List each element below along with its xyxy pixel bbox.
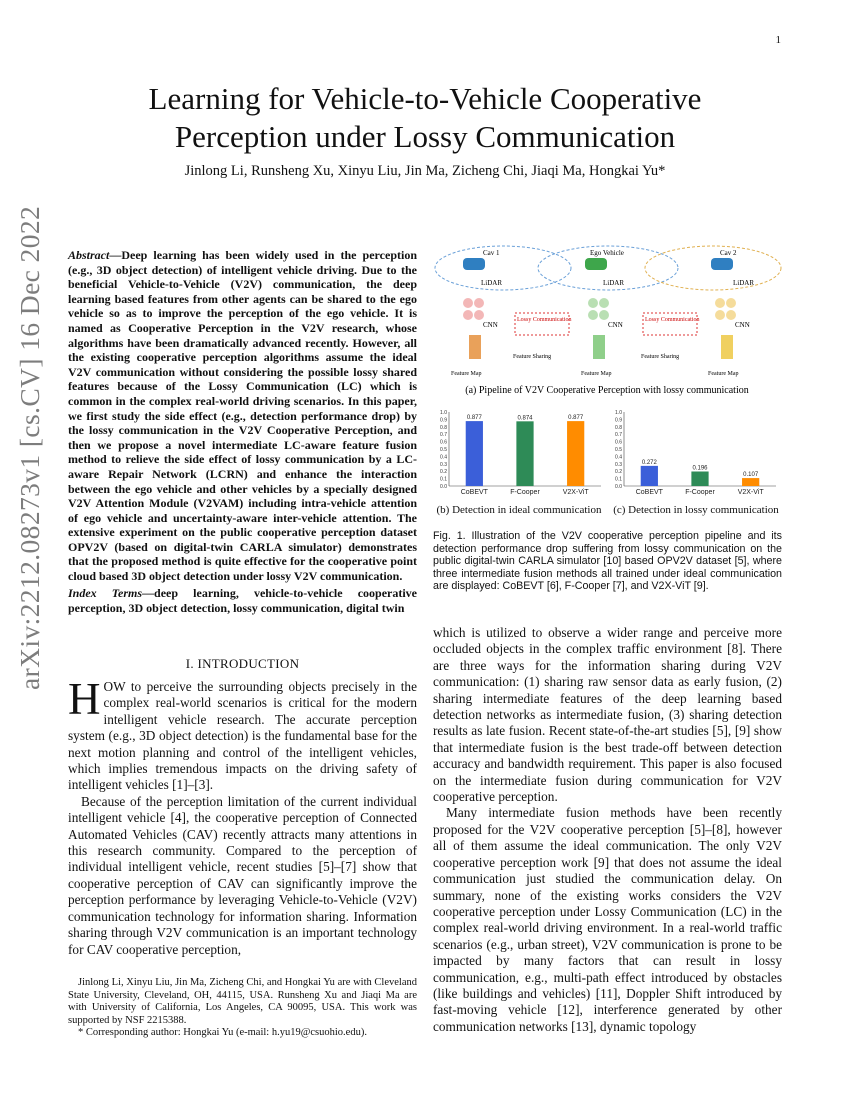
bar-v2x-vit	[567, 421, 584, 486]
data-label: 0.877	[466, 415, 482, 422]
right-paragraph-2: Many intermediate fusion methods have been recently proposed for the V2V cooperative perception [5]–[8], however all of them assume the ideal communication. The only V2V cooperative perception work [9] that does not assume the ideal communication just studied the communication delay. On summary, none of the existing works considers the V2V cooperative perception under Lossy Communication (LC) in the complex real-world driving environment. In a real-world traffic scenarios (e.g., urban street), V2V communication is prone to be impacted by many factors that can result in lossy communication, e.g., multi-path effect introduced by obstacles (like buildings and vehicles) [11], Doppler Shift introduced by fast-moving vehicle [12], interference generated by other communication networks [13], dynamic topology	[433, 805, 782, 1034]
y-tick-label: 0.9	[440, 417, 447, 424]
abstract-label: Abstract	[68, 248, 110, 262]
category-label: V2X-ViT	[562, 489, 589, 496]
y-tick-label: 0.1	[440, 476, 447, 483]
sharing-label-2: Feature Sharing	[641, 354, 680, 360]
data-label: 0.196	[692, 465, 708, 472]
y-tick-label: 0.7	[440, 432, 447, 439]
page-number: 1	[775, 34, 781, 46]
footnote	[68, 977, 417, 1040]
right-paragraph-1: which is utilized to observe a wider range and perceive more occluded objects in the complex traffic environment [8]. There are three ways for the information sharing during V2V communication: (1) sharing raw sensor data as early fusion, (2) sharing intermediate features of the deep learning based detection networks as intermediate fusion, (3) sharing detection results as late fusion. Recent state-of-the-art studies [5], [9] show that intermediate fusion is the best trade-off between detection accuracy and bandwidth requirement. This paper is also focused on the intermediate fusion during communication for V2V cooperative perception.	[433, 625, 782, 805]
y-tick-label: 0.1	[615, 476, 622, 483]
y-tick-label: 0.5	[615, 447, 622, 453]
car2-label: Cav 2	[720, 249, 737, 257]
cnn-block-3	[715, 298, 736, 320]
bar-f-cooper	[516, 421, 533, 486]
right-column-text	[433, 625, 782, 1035]
y-tick-label: 0.2	[615, 469, 622, 476]
lidar-label-3: LiDAR	[733, 279, 754, 287]
bar-f-cooper	[691, 471, 708, 486]
category-label: F-Cooper	[510, 489, 540, 496]
lidar-label-1: LiDAR	[481, 279, 502, 287]
cnn-label-1: CNN	[483, 321, 498, 329]
abstract	[68, 248, 417, 584]
title-line-1: Learning for Vehicle-to-Vehicle Cooperative	[148, 81, 702, 116]
y-tick-label: 0.8	[440, 424, 447, 431]
lidar-label-2: LiDAR	[603, 279, 624, 287]
section-heading: I. INTRODUCTION	[185, 656, 300, 671]
feature-map-1	[469, 335, 481, 359]
category-label: F-Cooper	[685, 489, 715, 496]
y-tick-label: 0.2	[440, 469, 447, 476]
intro-paragraph-1	[68, 674, 417, 794]
y-tick-label: 0.6	[615, 439, 622, 446]
bar-v2x-vit	[742, 478, 759, 486]
car1-icon	[463, 258, 485, 270]
intro-text	[68, 674, 417, 958]
y-tick-label: 0.7	[615, 432, 622, 439]
data-label: 0.877	[568, 415, 584, 422]
y-tick-label: 0.8	[615, 424, 622, 431]
fmap-label-1: Feature Map	[451, 371, 482, 377]
caption-b: (b) Detection in ideal communication	[436, 504, 602, 516]
lossy-label-1: Lossy Communication	[517, 317, 572, 323]
y-tick-label: 1.0	[615, 410, 622, 416]
y-tick-label: 1.0	[440, 410, 447, 416]
y-tick-label: 0.9	[615, 417, 622, 424]
y-tick-label: 0.0	[440, 484, 447, 490]
y-tick-label: 0.6	[440, 439, 447, 446]
data-label: 0.272	[641, 459, 657, 466]
paper-title	[80, 80, 770, 156]
footnote-affiliations: Jinlong Li, Xinyu Liu, Jin Ma, Zicheng Chi, and Hongkai Yu are with Cleveland State University, Cleveland, OH, 44115, USA. Runsheng Xu and Jiaqi Ma are with University of California, Los Angeles, CA 90095, USA. This work was supported by NSF 2215388.	[68, 977, 417, 1026]
drop-cap: H	[68, 674, 101, 724]
feature-map-2	[593, 335, 605, 359]
category-label: CoBEVT	[460, 489, 488, 496]
lossy-detection-chart	[608, 408, 780, 498]
pipeline-figure	[433, 243, 782, 403]
bar-cobevt	[641, 466, 658, 486]
data-label: 0.874	[517, 415, 533, 422]
category-label: CoBEVT	[635, 489, 663, 496]
title-line-2: Perception under Lossy Communication	[174, 119, 676, 154]
ideal-detection-chart	[433, 408, 605, 498]
ego-car-icon	[585, 258, 607, 270]
ego-label: Ego Vehicle	[590, 249, 624, 257]
cnn-block-2	[588, 298, 609, 320]
fmap-label-3: Feature Map	[708, 371, 739, 377]
cnn-label-2: CNN	[608, 321, 623, 329]
intro-p1-text: OW to perceive the surrounding objects precisely in the complex real-world scenarios is critical for the modern intelligent vehicle research. The accurate perception system (e.g., 3D object detection) is the fundamental base for the next motion planning and control of the intelligent vehicles, which implies tremendous impacts on the driving safety of intelligent vehicles [1]–[3].	[68, 679, 417, 793]
caption-a: (a) Pipeline of V2V Cooperative Perception with lossy communication	[465, 385, 749, 396]
feature-map-3	[721, 335, 733, 359]
y-tick-label: 0.0	[615, 484, 622, 490]
caption-c: (c) Detection in lossy communication	[613, 504, 779, 516]
bar-cobevt	[466, 421, 483, 486]
figure-caption: Fig. 1. Illustration of the V2V cooperative perception pipeline and its detection performance drop suffering from lossy communication on the public digital-twin CARLA simulator [10] based OPV2V dataset [5], where three intermediate fusion methods all trained under ideal communication are displayed: CoBEVT [6], F-Cooper [7], and V2X-ViT [9].	[433, 530, 782, 593]
index-terms	[68, 586, 417, 615]
y-tick-label: 0.3	[440, 461, 447, 468]
y-tick-label: 0.4	[440, 454, 447, 461]
category-label: V2X-ViT	[737, 489, 764, 496]
authors: Jinlong Li, Runsheng Xu, Xinyu Liu, Jin Ma, Zicheng Chi, Jiaqi Ma, Hongkai Yu*	[184, 163, 666, 179]
y-tick-label: 0.4	[615, 454, 622, 461]
abstract-text: —Deep learning has been widely used in the perception (e.g., 3D object detection) of intelligent vehicle driving. Due to the beneficial Vehicle-to-Vehicle (V2V) communication, the deep learning based features from other agents can be shared to the ego vehicle so as to improve the perception of the ego vehicle. It is named as Cooperative Perception in the V2V research, whose algorithms have been dramatically advanced recently. However, all the existing cooperative perception algorithms assume the ideal V2V communication without considering the possible lossy shared features because of the Lossy Communication (LC) which is common in the complex real-world driving scenarios. In this paper, we first study the side effect (e.g., detection performance drop) by the lossy communication in the V2V Cooperative Perception, and then we propose a novel intermediate LC-aware feature fusion method to relieve the side effect of lossy communication by a LC-aware Repair Network (LCRN) and enhance the interaction between the ego vehicle and other vehicles by a specially designed V2V Attention Module (V2VAM) including intra-vehicle attention of ego vehicle and uncertainty-aware inter-vehicle attention. The extensive experiment on the public cooperative perception dataset OPV2V (based on digital-twin CARLA simulator) demonstrates that the proposed method is quite effective for the cooperative point cloud based 3D object detection under lossy V2V communication.	[68, 248, 417, 584]
index-label: Index Terms	[68, 586, 143, 600]
cnn-label-3: CNN	[735, 321, 750, 329]
arxiv-stamp: arXiv:2212.08273v1 [cs.CV] 16 Dec 2022	[14, 205, 45, 690]
lossy-label-2: Lossy Communication	[645, 317, 700, 323]
y-tick-label: 0.3	[615, 461, 622, 468]
footnote-corresponding: * Corresponding author: Hongkai Yu (e-mail: h.yu19@csuohio.edu).	[78, 1027, 367, 1039]
car2-icon	[711, 258, 733, 270]
data-label: 0.107	[743, 472, 759, 479]
car1-label: Cav 1	[483, 249, 500, 257]
sharing-label-1: Feature Sharing	[513, 354, 552, 360]
fmap-label-2: Feature Map	[581, 371, 612, 377]
index-text: —deep learning, vehicle-to-vehicle cooperative perception, 3D object detection, lossy communication, digital twin	[68, 586, 417, 615]
cnn-block-1	[463, 298, 484, 320]
intro-paragraph-2: Because of the perception limitation of the current individual intelligent vehicle [4], the cooperative perception of Connected Automated Vehicles (CAV) recently attracts many attentions in this research community. Compared to the perception of individual intelligent vehicle, recent studies [5]–[7] show that cooperative perception of CAV can significantly improve the perception performance by leveraging Vehicle-to-Vehicle (V2V) communication technology for information sharing. Information sharing through V2V communication is an important technology for CAV cooperative perception,	[68, 793, 417, 957]
y-tick-label: 0.5	[440, 447, 447, 453]
